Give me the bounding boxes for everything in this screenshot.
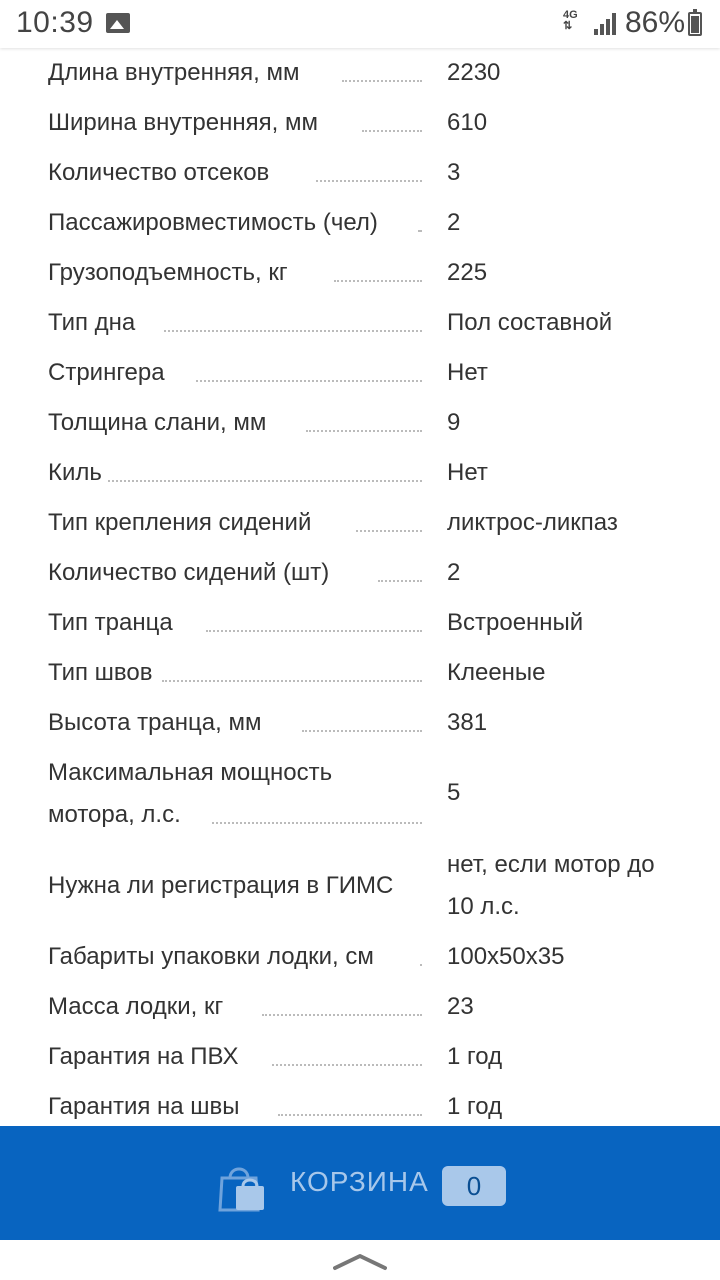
spec-label: Тип транца [48, 609, 173, 636]
spec-row [0, 448, 720, 498]
spec-label: Высота транца, мм [48, 709, 262, 736]
spec-label: Тип швов [48, 659, 153, 686]
spec-value: Клееные [447, 659, 546, 686]
spec-label-cell [48, 102, 422, 148]
battery-percent: 86% [625, 6, 686, 39]
spec-value: 225 [447, 259, 488, 286]
spec-value: Пол составной [447, 309, 613, 336]
spec-row [0, 932, 720, 982]
spec-row [0, 198, 720, 248]
spec-label-cell [48, 452, 422, 498]
spec-value: 2 [447, 209, 461, 236]
status-bar [0, 0, 720, 48]
spec-label-cell [48, 502, 422, 548]
spec-value: 610 [447, 109, 488, 136]
spec-row [0, 98, 720, 148]
spec-row [0, 840, 720, 932]
spec-label-cell [48, 552, 422, 598]
spec-row [0, 648, 720, 698]
spec-row [0, 1082, 720, 1132]
spec-label-cell [48, 702, 422, 748]
spec-label-cell [48, 1086, 422, 1132]
spec-label: Киль [48, 459, 102, 486]
spec-row [0, 298, 720, 348]
spec-label: Максимальная мощность мотора, л.с. [48, 759, 333, 828]
spec-label-cell [48, 402, 422, 448]
spec-label: Грузоподъемность, кг [48, 259, 288, 286]
spec-row [0, 698, 720, 748]
spec-row [0, 748, 720, 840]
specs-table [0, 48, 720, 1132]
spec-label-cell [48, 752, 422, 840]
spec-label: Количество сидений (шт) [48, 559, 330, 586]
spec-row [0, 498, 720, 548]
spec-row [0, 148, 720, 198]
spec-label: Пассажировместимость (чел) [48, 209, 378, 236]
spec-label: Нужна ли регистрация в ГИМС [48, 872, 394, 899]
spec-label-cell [48, 1036, 422, 1082]
spec-label: Ширина внутренняя, мм [48, 109, 318, 136]
spec-value: 23 [447, 993, 474, 1020]
spec-row [0, 1032, 720, 1082]
spec-label: Длина внутренняя, мм [48, 59, 300, 86]
spec-label: Тип дна [48, 309, 136, 336]
cart-count-badge: 0 [442, 1166, 506, 1206]
shopping-bag-icon [212, 1160, 268, 1212]
spec-value: 9 [447, 409, 461, 436]
spec-label-cell [48, 652, 422, 698]
spec-value: 381 [447, 709, 488, 736]
spec-label-cell [48, 152, 422, 198]
spec-label-cell [48, 302, 422, 348]
spec-value: 3 [447, 159, 461, 186]
network-type: 4G ⇅ [563, 9, 578, 32]
spec-value: ликтрос-ликпаз [447, 509, 618, 536]
spec-value: Нет [447, 359, 488, 386]
bottom-handle-area [0, 1240, 720, 1280]
spec-row [0, 982, 720, 1032]
spec-row [0, 598, 720, 648]
cart-bar[interactable] [0, 1126, 720, 1240]
cart-label: КОРЗИНА [290, 1166, 429, 1197]
spec-row [0, 548, 720, 598]
spec-value: 1 год [447, 1093, 503, 1120]
spec-label-cell [48, 865, 422, 932]
spec-label: Количество отсеков [48, 159, 270, 186]
status-time: 10:39 [16, 6, 94, 39]
spec-value: нет, если мотор до 10 л.с. [447, 851, 655, 920]
spec-label-cell [48, 602, 422, 648]
chevron-up-icon[interactable] [333, 1248, 387, 1272]
spec-label: Гарантия на швы [48, 1093, 240, 1120]
spec-label-cell [48, 52, 422, 98]
spec-label-cell [48, 986, 422, 1032]
spec-label: Стрингера [48, 359, 165, 386]
spec-value: 2 [447, 559, 461, 586]
spec-value: 1 год [447, 1043, 503, 1070]
spec-value: 2230 [447, 59, 501, 86]
spec-label: Гарантия на ПВХ [48, 1043, 239, 1070]
spec-row [0, 248, 720, 298]
spec-label: Толщина слани, мм [48, 409, 267, 436]
spec-label: Габариты упаковки лодки, см [48, 943, 374, 970]
battery-icon [688, 12, 702, 36]
image-notification-icon [106, 13, 130, 33]
spec-row [0, 48, 720, 98]
spec-label-cell [48, 252, 422, 298]
spec-row [0, 348, 720, 398]
spec-label: Масса лодки, кг [48, 993, 224, 1020]
spec-value: 100x50x35 [447, 943, 565, 970]
spec-label: Тип крепления сидений [48, 509, 312, 536]
spec-value: Встроенный [447, 609, 584, 636]
spec-label-cell [48, 352, 422, 398]
spec-row [0, 398, 720, 448]
spec-label-cell [48, 202, 422, 248]
signal-icon [594, 13, 618, 35]
spec-value: 5 [447, 779, 461, 806]
spec-label-cell [48, 936, 422, 982]
spec-value: Нет [447, 459, 488, 486]
